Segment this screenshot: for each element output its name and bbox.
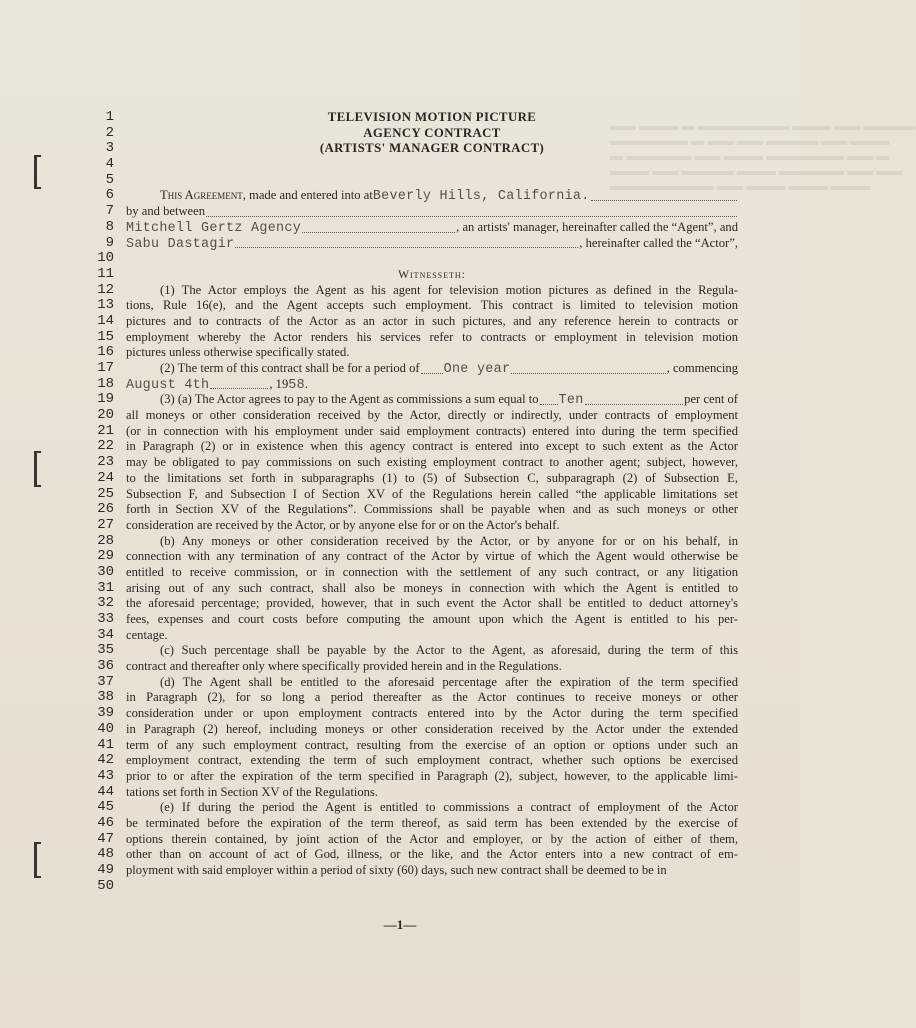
line-number: 30 bbox=[97, 563, 114, 580]
text-line: ployment with said employer within a period of sixty (60) days, such new contract shall be deemed to be in bbox=[126, 863, 667, 877]
place-field: Beverly Hills, California. bbox=[372, 189, 590, 205]
start-date-line bbox=[126, 377, 738, 393]
text-line: employment whereby the Actor renders his services refer to contracts or employment in television motion bbox=[126, 329, 738, 344]
line-number: 2 bbox=[105, 124, 114, 141]
line-number: 15 bbox=[97, 328, 114, 345]
line-number: 47 bbox=[97, 830, 114, 847]
text-line: arising out of any such contract, shall also be moneys in connection with which the Agent is entitled to bbox=[126, 580, 738, 595]
paragraph-3a bbox=[126, 408, 738, 534]
line-number: 29 bbox=[97, 548, 114, 565]
line-number: 33 bbox=[97, 611, 114, 627]
line-number: 34 bbox=[97, 626, 114, 643]
percent-field: Ten bbox=[558, 393, 584, 409]
bleed-through-mark: ▬ ▬▬▬▬▬ ▬▬ ▬▬▬ ▬▬▬▬▬▬ ▬▬ ▬ bbox=[610, 148, 890, 163]
line-number: 38 bbox=[97, 689, 114, 706]
line-number: 6 bbox=[105, 187, 114, 204]
line-number: 20 bbox=[97, 407, 114, 424]
bleed-through-mark: ▬▬ ▬▬▬ ▬ ▬▬▬▬▬▬▬ ▬▬▬ ▬▬ ▬▬▬▬ bbox=[610, 118, 916, 133]
paragraph-3d bbox=[126, 675, 738, 801]
by-and-between-line bbox=[126, 204, 738, 220]
text-line: in Paragraph (2) or in existence when this agency contract is entered into except to such extent as the Actor bbox=[126, 439, 738, 454]
line-number: 26 bbox=[97, 501, 114, 518]
text-line: all moneys or other consideration received by the Actor, directly or indirectly, under contracts of employment bbox=[126, 408, 738, 423]
line-number: 25 bbox=[97, 485, 114, 502]
staple-mark bbox=[30, 155, 40, 189]
line-number: 22 bbox=[97, 438, 114, 455]
text-line: consideration under or upon employment contracts entered into by the Actor during the term specified bbox=[126, 706, 738, 721]
bleed-through-mark: ▬▬▬▬▬▬ ▬ ▬▬ ▬▬ ▬▬▬▬ ▬▬ ▬▬▬ bbox=[610, 133, 890, 148]
line-number: 41 bbox=[97, 736, 114, 753]
year-prefix-text: , 19 bbox=[269, 376, 289, 391]
staple-mark bbox=[30, 842, 40, 878]
line-number: 11 bbox=[97, 265, 114, 282]
line-number: 46 bbox=[97, 814, 114, 831]
text-line: options therein contained, by joint action of the Actor and employer, or by the action of either of them, bbox=[126, 831, 738, 846]
line-number: 24 bbox=[97, 469, 114, 486]
line-number: 49 bbox=[97, 862, 114, 878]
made-at-text: , made and entered into at bbox=[242, 188, 373, 203]
line-number: 9 bbox=[105, 234, 114, 251]
title-line-1: TELEVISION MOTION PICTURE bbox=[327, 110, 537, 124]
text-line: centage. bbox=[126, 627, 168, 642]
agent-suffix-text: , an artists' manager, hereinafter called the “Agent”, and bbox=[456, 219, 738, 234]
line-number: 8 bbox=[105, 218, 114, 235]
text-line: connection with any termination of any contract of the Actor by virtue of which the Agent would otherwise be bbox=[126, 549, 738, 564]
text-line: Subsection F, and Subsection I of Section XV of the Regulations herein called “the applicable limitations set bbox=[126, 486, 738, 501]
term-period-text: . bbox=[304, 376, 309, 391]
line-number: 19 bbox=[97, 391, 114, 408]
actor-suffix-text: , hereinafter called the “Actor”, bbox=[579, 235, 738, 250]
commencing-text: , commencing bbox=[666, 361, 738, 375]
text-line: prior to or after the expiration of the term specified in Paragraph (2), subject, however, to the applicable limi- bbox=[126, 768, 738, 783]
text-line: (e) If during the period the Agent is entitled to commissions a contract of employment of the Actor bbox=[160, 800, 738, 815]
line-number: 14 bbox=[97, 312, 114, 329]
text-line: entitled to receive commission, or in connection with the settlement of any such contract, or any litigation bbox=[126, 564, 738, 579]
actor-line bbox=[126, 236, 738, 252]
text-line: (or in connection with his employment under said employment contracts) entered into during the term specified bbox=[126, 423, 738, 438]
commission-line bbox=[126, 392, 738, 408]
line-number: 10 bbox=[97, 250, 114, 267]
start-date-field: August 4th bbox=[126, 377, 210, 393]
agreement-place-line bbox=[126, 188, 738, 204]
line-number: 18 bbox=[97, 375, 114, 392]
line-number: 17 bbox=[97, 360, 114, 376]
line-number: 36 bbox=[97, 658, 114, 675]
line-number: 31 bbox=[97, 579, 114, 596]
term-line bbox=[126, 361, 738, 377]
text-line: to the limitations set forth in subparagraphs (1) to (5) of Subsection C, subparagraph (2) of Subsection E, bbox=[126, 470, 738, 485]
line-number: 23 bbox=[97, 454, 114, 471]
line-number: 45 bbox=[97, 799, 114, 816]
line-number: 7 bbox=[105, 203, 114, 220]
text-line: be terminated before the expiration of the term thereof, as said term has been extended by the exercise of bbox=[126, 815, 738, 830]
line-number: 16 bbox=[97, 344, 114, 361]
paragraph-3e bbox=[126, 800, 738, 878]
agent-line bbox=[126, 220, 738, 236]
text-line: (b) Any moneys or other consideration received by the Actor, or by anyone for or on his behalf, in bbox=[160, 533, 738, 548]
line-number: 40 bbox=[97, 720, 114, 737]
year-field: 58 bbox=[288, 377, 305, 393]
paragraph-1 bbox=[126, 283, 738, 361]
title-line-3: (ARTISTS' MANAGER CONTRACT) bbox=[319, 141, 545, 156]
line-number: 21 bbox=[97, 422, 114, 439]
line-number: 3 bbox=[105, 140, 114, 157]
text-line: pictures unless otherwise specifically stated. bbox=[126, 345, 350, 360]
text-line: contract and thereafter only where specifically provided herein and in the Regulations. bbox=[126, 659, 562, 674]
line-number: 43 bbox=[97, 767, 114, 784]
by-and-between-text: by and between bbox=[126, 204, 206, 219]
line-number: 28 bbox=[97, 532, 114, 549]
text-line: other than on account of act of God, illness, or the like, and the Actor enters into a new contract of em- bbox=[126, 847, 738, 862]
line-number: 27 bbox=[97, 516, 114, 533]
line-number: 37 bbox=[97, 673, 114, 690]
line-number: 35 bbox=[97, 642, 114, 659]
line-number-column bbox=[84, 110, 114, 894]
text-line: employment contract, extending the term of such employment contract, whether such options be exercised bbox=[126, 753, 738, 768]
paragraph-3c bbox=[126, 643, 738, 674]
page-number: —1— bbox=[383, 917, 417, 932]
staple-mark bbox=[30, 451, 40, 487]
contract-body bbox=[126, 110, 738, 879]
title-line-2: AGENCY CONTRACT bbox=[363, 125, 501, 140]
text-line: pictures and to contracts of the Actor as an actor in such pictures, and any reference herein to contracts or bbox=[126, 313, 738, 328]
line-number: 50 bbox=[97, 877, 114, 894]
commission-prefix-text: (3) (a) The Actor agrees to pay to the Agent as commissions a sum equal to bbox=[160, 392, 539, 407]
bleed-through-mark: ▬▬▬ ▬▬ ▬▬▬▬ ▬▬▬ ▬▬▬▬▬ ▬▬ ▬▬ bbox=[610, 163, 903, 178]
text-line: may be obligated to pay commissions on such existing employment contract to another agent; subject, however, bbox=[126, 455, 738, 470]
term-field: One year bbox=[443, 362, 511, 377]
text-line: (1) The Actor employs the Agent as his agent for television motion pictures as defined in the Regula- bbox=[160, 282, 738, 297]
line-number: 5 bbox=[105, 171, 114, 188]
text-line: in Paragraph (2), for so long a period thereafter as the Actor continues to receive moneys or other bbox=[126, 690, 738, 705]
text-line: (d) The Agent shall be entitled to the aforesaid percentage after the expiration of the term specified bbox=[160, 674, 738, 689]
line-number: 32 bbox=[97, 595, 114, 612]
text-line: term of any such employment contract, resulting from the exercise of an option or options under such an bbox=[126, 737, 738, 752]
text-line: tions, Rule 16(e), and the Agent accepts such employment. This contract is limited to television motion bbox=[126, 298, 738, 313]
term-prefix-text: (2) The term of this contract shall be for a period of bbox=[160, 361, 420, 375]
actor-name-field: Sabu Dastagir bbox=[126, 236, 235, 252]
text-line: tations set forth in Section XV of the Regulations. bbox=[126, 784, 378, 799]
line-number: 12 bbox=[97, 281, 114, 298]
bleed-through-mark: ▬▬▬▬▬▬▬▬ ▬▬ ▬▬▬ ▬▬▬ ▬▬▬ bbox=[610, 178, 870, 193]
text-line: (c) Such percentage shall be payable by the Actor to the Agent, as aforesaid, during the term of this bbox=[160, 643, 738, 658]
text-line: consideration are received by the Actor, or by anyone else for or on the Actor's behalf. bbox=[126, 517, 560, 532]
line-number: 4 bbox=[105, 156, 114, 173]
line-number: 1 bbox=[105, 109, 114, 125]
per-cent-text: per cent of bbox=[684, 392, 738, 407]
line-number: 42 bbox=[97, 752, 114, 769]
line-number: 39 bbox=[97, 705, 114, 722]
agent-name-field: Mitchell Gertz Agency bbox=[126, 220, 302, 236]
text-line: in Paragraph (2) hereof, including moneys or other consideration received by the Actor under the extended bbox=[126, 721, 738, 736]
text-line: forth in Section XV of the Regulations”. Commissions shall be payable when and as such moneys or other bbox=[126, 502, 738, 517]
line-number: 48 bbox=[97, 846, 114, 863]
witnesseth-heading: Witnesseth: bbox=[398, 267, 466, 281]
this-agreement-label: This Agreement bbox=[160, 188, 243, 203]
text-line: fees, expenses and court costs before computing the amount upon which the Agent is entitled to his per- bbox=[126, 612, 738, 626]
paragraph-3b bbox=[126, 534, 738, 644]
text-line: the aforesaid percentage; provided, however, that in such event the Actor shall be entitled to deduct attorney's bbox=[126, 596, 738, 611]
line-number: 13 bbox=[97, 297, 114, 314]
line-number: 44 bbox=[97, 783, 114, 800]
